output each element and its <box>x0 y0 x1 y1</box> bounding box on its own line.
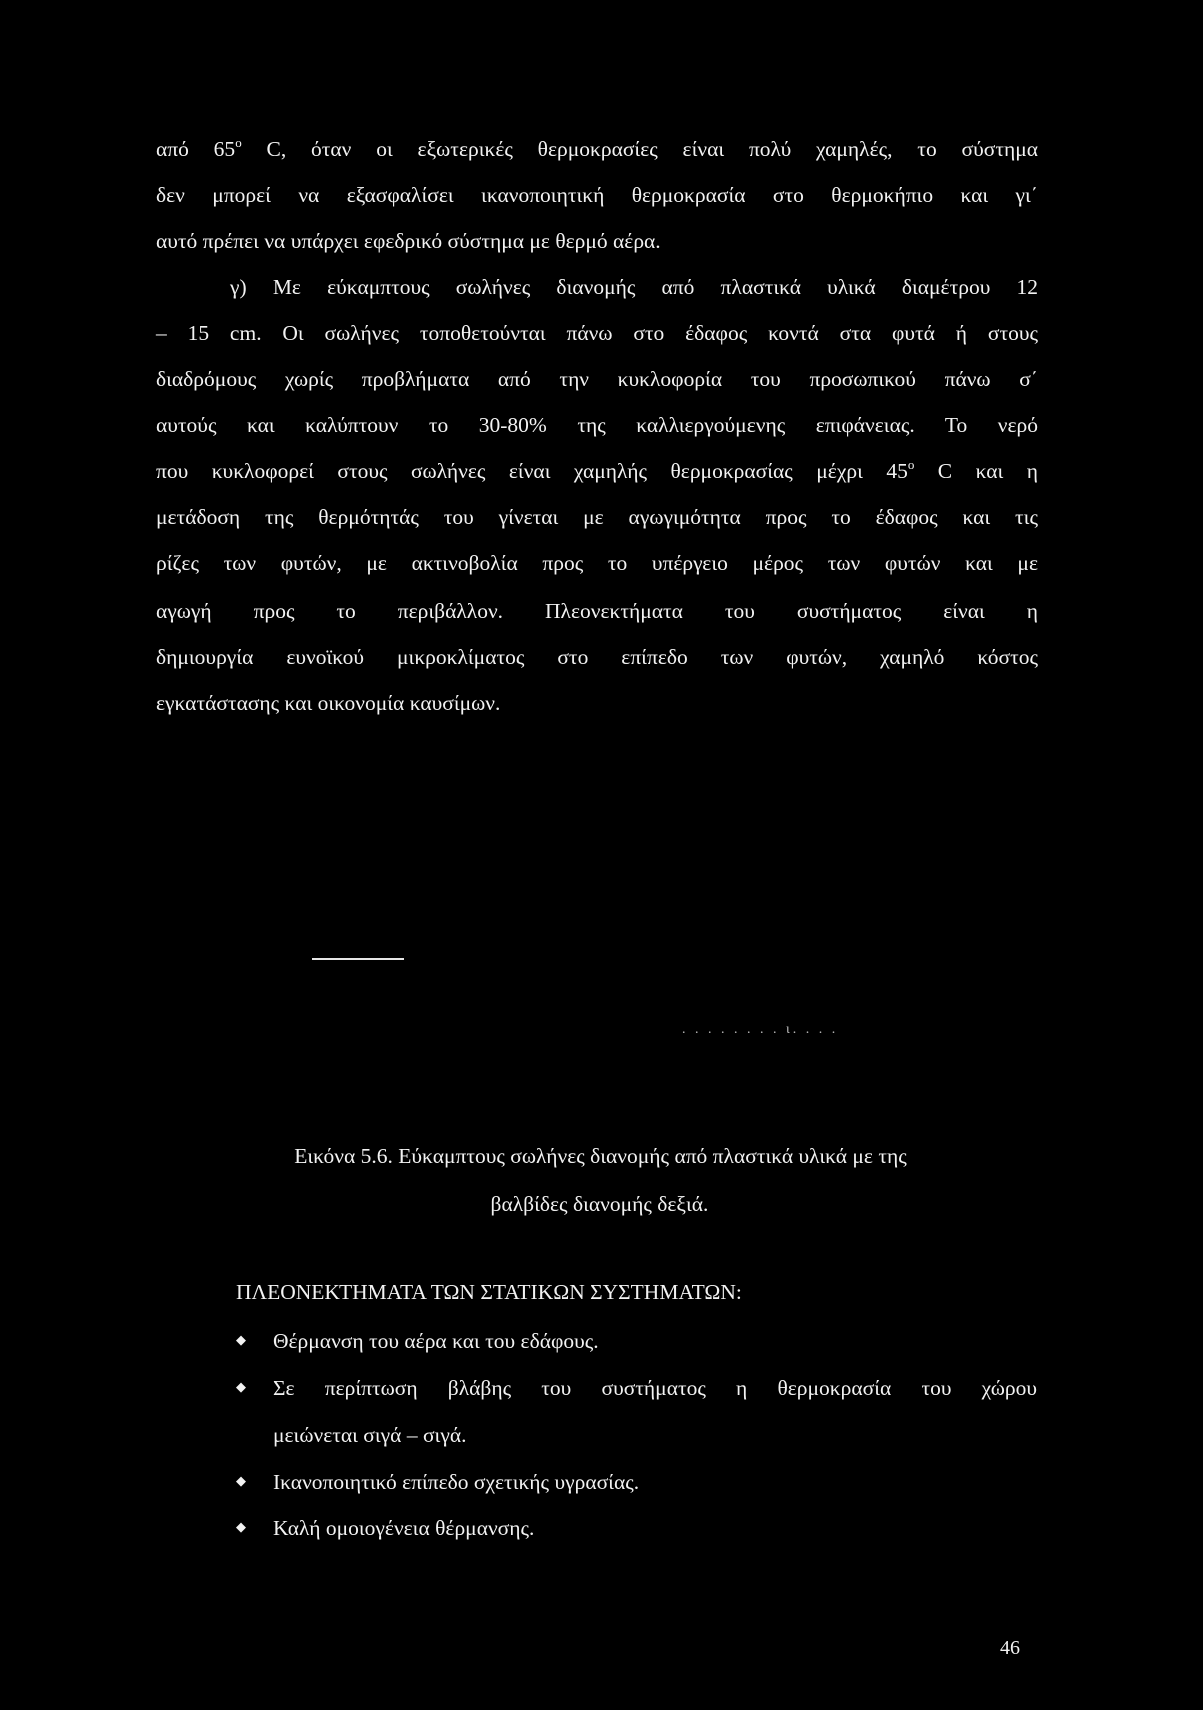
paragraph-line-12: δημιουργία ευνοϊκού μικροκλίματος στο επίπεδο των φυτών, χαμηλό κόστος <box>156 645 1038 669</box>
paragraph-line-8: που κυκλοφορεί στους σωλήνες είναι χαμηλής θερμοκρασίας μέχρι $45^o$ C και η <box>156 457 1038 483</box>
advantage-item-2: Σε περίπτωση βλάβης του συστήματος η θερμοκρασία του χώρου <box>273 1376 1037 1400</box>
paragraph-line-10: ρίζες των φυτών, με ακτινοβολία προς το υπέργειο μέρος των φυτών και με <box>156 551 1038 575</box>
figure-placeholder-rule <box>312 958 404 960</box>
figure-placeholder-dots: . . . . . . . . ι. . . . <box>682 1022 839 1037</box>
advantages-heading: ΠΛΕΟΝΕΚΤΗΜΑΤΑ ΤΩΝ ΣΤΑΤΙΚΩΝ ΣΥΣΤΗΜΑΤΩΝ: <box>236 1280 742 1304</box>
advantage-item-4: Καλή ομοιογένεια θέρμανσης. <box>273 1516 535 1540</box>
paragraph-line-7: αυτούς και καλύπτουν το 30-80% της καλλιεργούμενης επιφάνειας. Το νερό <box>156 413 1038 437</box>
advantage-item-1: Θέρμανση του αέρα και του εδάφους. <box>273 1329 599 1353</box>
page-number: 46 <box>1000 1637 1020 1659</box>
paragraph-line-2: δεν μπορεί να εξασφαλίσει ικανοποιητική θερμοκρασία στο θερμοκήπιο και γι΄ <box>156 183 1038 207</box>
figure-caption-line-1: Εικόνα 5.6. Εύκαμπτους σωλήνες διανομής από πλαστικά υλικά με της <box>294 1144 907 1168</box>
bullet-diamond-icon: ◆ <box>236 1520 246 1535</box>
advantage-item-3: Ικανοποιητικό επίπεδο σχετικής υγρασίας. <box>273 1470 640 1494</box>
bullet-diamond-icon: ◆ <box>236 1474 246 1489</box>
paragraph-line-3: αυτό πρέπει να υπάρχει εφεδρικό σύστημα με θερμό αέρα. <box>156 229 661 253</box>
bullet-diamond-icon: ◆ <box>236 1333 246 1348</box>
paragraph-line-9: μετάδοση της θερμότητάς του γίνεται με αγωγιμότητα προς το έδαφος και τις <box>156 505 1038 529</box>
paragraph-line-1: από $65^o$ C, όταν οι εξωτερικές θερμοκρασίες είναι πολύ χαμηλές, το σύστημα <box>156 135 1038 161</box>
paragraph-line-4: γ) Με εύκαμπτους σωλήνες διανομής από πλαστικά υλικά διαμέτρου 12 <box>230 275 1038 299</box>
paragraph-line-5: – 15 cm. Οι σωλήνες τοποθετούνται πάνω στο έδαφος κοντά στα φυτά ή στους <box>156 321 1038 345</box>
paragraph-line-11: αγωγή προς το περιβάλλον. Πλεονεκτήματα του συστήματος είναι η <box>156 599 1038 623</box>
figure-caption-line-2: βαλβίδες διανομής δεξιά. <box>490 1192 709 1216</box>
bullet-diamond-icon: ◆ <box>236 1380 246 1395</box>
paragraph-line-6: διαδρόμους χωρίς προβλήματα από την κυκλοφορία του προσωπικού πάνω σ΄ <box>156 367 1038 391</box>
paragraph-line-13: εγκατάστασης και οικονομία καυσίμων. <box>156 691 501 715</box>
advantage-item-2-continued: μειώνεται σιγά – σιγά. <box>273 1423 467 1447</box>
